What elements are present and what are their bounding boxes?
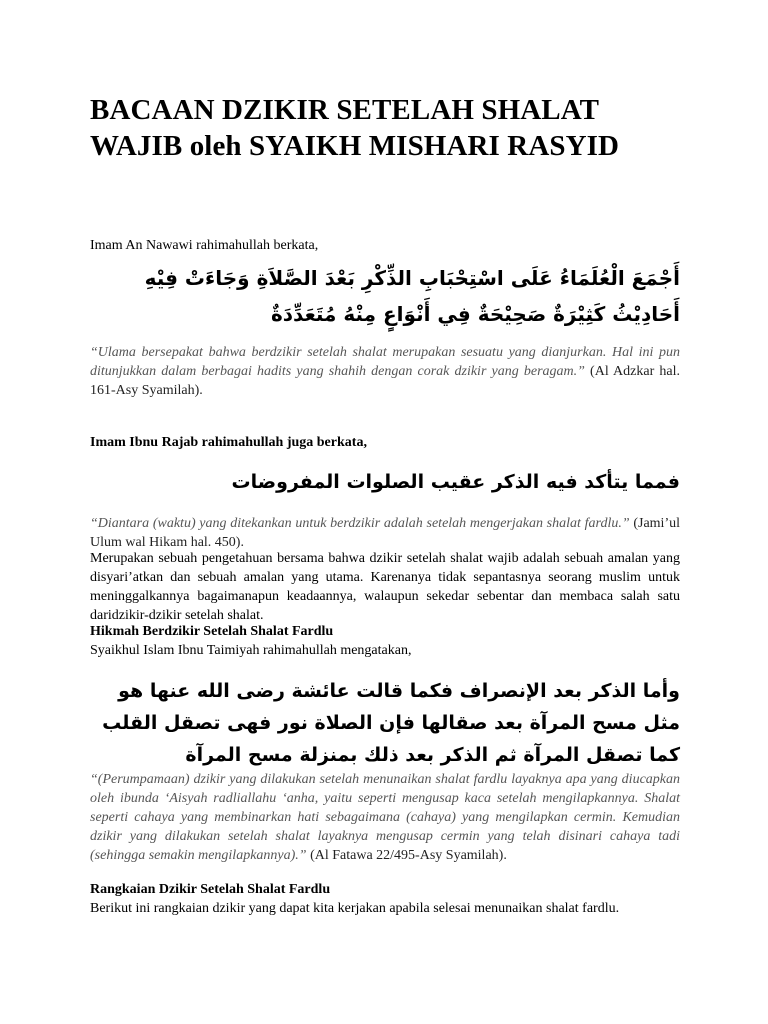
arabic-quote-ibnu-taimiyah: وأما الذكر بعد الإنصراف فكما قالت عائشة رضى الله عنها هو مثل مسح المرآة بعد صقالها فإن الصلاة نور فهى تصقل القلب كما تصقل المرآة ثم الذكر بعد ذلك بمنزلة مسح المرآة [102,680,680,766]
heading-rangkaian: Rangkaian Dzikir Setelah Shalat Fardlu [90,882,331,897]
arabic-quote-ibnu-rajab: فمما يتأكد فيه الذكر عقيب الصلوات المفروضات [231,471,680,493]
translation-nawawi [90,343,680,400]
intro-ibnu-taimiyah: Syaikhul Islam Ibnu Taimiyah rahimahullah mengatakan, [90,643,412,658]
translation-ibnu-taimiyah-text: “(Perumpamaan) dzikir yang dilakukan setelah menunaikan shalat fardlu layaknya apa yang diucapkan oleh ibunda ‘Aisyah radliallahu ‘anha, yaitu seperti mengusap kaca setelah mengilapkannya. Shalat seperti cahaya yang membinarkan hati sebagaimana (cahaya) yang mengilapkan cermin. Kemudian dzikir yang dilakukan setelah shalat layaknya mengusap cermin yang telah disinari cahaya tadi (sehingga semakin mengilapkannya).” [90,772,680,863]
intro-nawawi: Imam An Nawawi rahimahullah berkata, [90,238,319,253]
paragraph-rangkaian: Berikut ini rangkaian dzikir yang dapat kita kerjakan apabila selesai menunaikan shalat fardlu. [90,901,620,916]
paragraph-dzikir-wajib: Merupakan sebuah pengetahuan bersama bahwa dzikir setelah shalat wajib adalah sebuah amalan yang disyari’atkan dan sebuah amalan yang utama. Karenanya tidak sepantasnya seorang muslim untuk meninggalkannya bagaimanapun keadaannya, walaupun sekedar sebentar dan membaca salah satu daridzikir-dzikir setelah shalat. [90,551,680,623]
arabic-quote-nawawi: أَجْمَعَ الْعُلَمَاءُ عَلَى اسْتِحْبَابِ الذِّكْرِ بَعْدَ الصَّلاَةِ وَجَاءَتْ فِيْهِ أَحَادِيْثُ كَثِيْرَةٌ صَحِيْحَةٌ فِي أَنْوَاعٍ مِنْهُ مُتَعَدِّدَةٌ [144,266,680,326]
intro-ibnu-rajab: Imam Ibnu Rajab rahimahullah juga berkata, [90,435,367,450]
translation-ibnu-rajab-text: “Diantara (waktu) yang ditekankan untuk berdzikir adalah setelah mengerjakan shalat fardlu.” [90,516,630,531]
translation-ibnu-taimiyah [90,770,680,865]
document-title: BACAAN DZIKIR SETELAH SHALAT WAJIB oleh SYAIKH MISHARI RASYID [90,94,620,162]
heading-hikmah: Hikmah Berdzikir Setelah Shalat Fardlu [90,624,334,639]
translation-ibnu-rajab-ref: (Jami’ul Ulum wal Hikam hal. 450). [90,516,680,550]
translation-ibnu-rajab [90,514,680,552]
translation-ibnu-taimiyah-ref: (Al Fatawa 22/495-Asy Syamilah). [310,848,507,863]
translation-nawawi-ref: (Al Adzkar hal. 161-Asy Syamilah). [90,364,680,398]
translation-nawawi-text: “Ulama bersepakat bahwa berdzikir setelah shalat merupakan sesuatu yang dianjurkan. Hal ini pun ditunjukkan dalam berbagai hadits yang shahih dengan corak dzikir yang beragam.” [90,345,680,379]
